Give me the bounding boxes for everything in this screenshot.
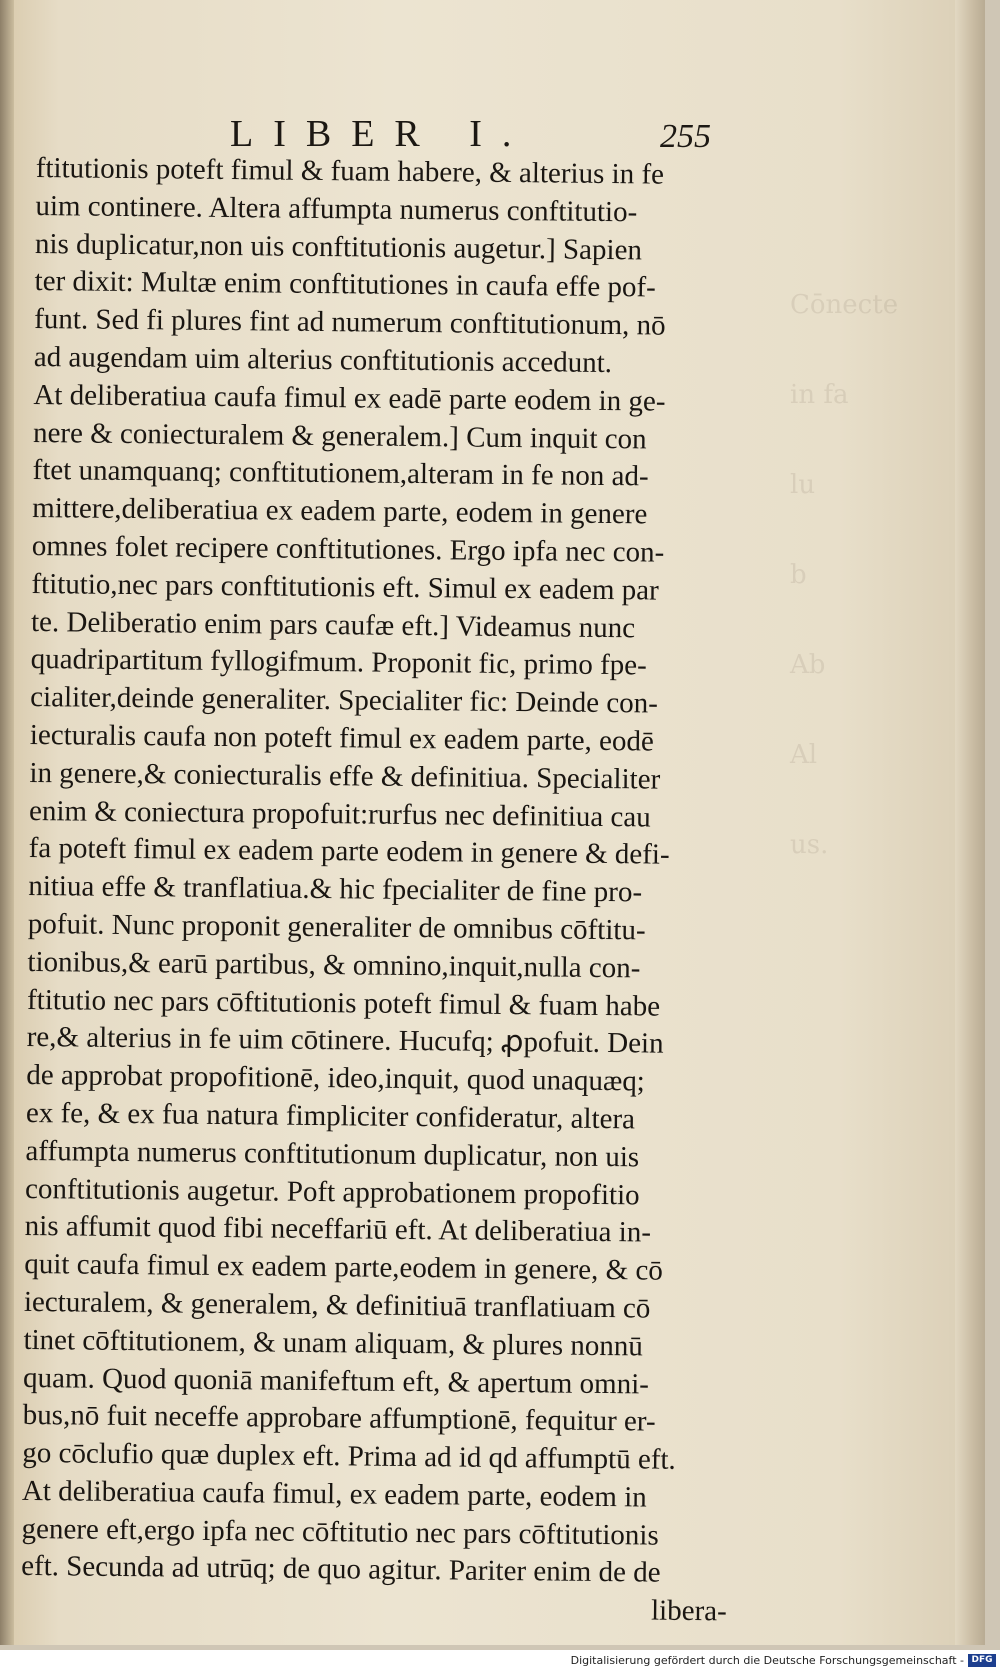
page-header: [40, 112, 740, 156]
page-fore-edge: [955, 0, 985, 1645]
text-line: quadripartitum fyllogifmum. Proponit fic, primo fpe-: [30, 643, 647, 682]
text-line: in genere,& coniecturalis effe & definitiua. Specialiter: [29, 756, 661, 796]
text-line: de approbat propofitionē, ideo,inquit, quod unaquæq;: [26, 1059, 646, 1098]
text-line: re,& alterius in fe uim cōtinere. Hucufq; ꝓpofuit. Dein: [26, 1021, 664, 1060]
text-line: tinet cōftitutionem, & unam aliquam, & plures nonnū: [23, 1323, 644, 1363]
text-line: At deliberatiua caufa fimul, ex eadem parte, eodem in: [21, 1474, 647, 1514]
body-text: [21, 150, 756, 1632]
text-line: quam. Quod quoniā manifeftum eft, & apertum omni-: [22, 1361, 650, 1400]
show-through-shadow: Cōnecte in fa lu b Ab Al us.: [790, 290, 899, 860]
text-line: omnes folet recipere conftitutiones. Ergo ipfa nec con-: [31, 529, 665, 569]
dfg-logo: DFG: [968, 1654, 996, 1667]
text-line: te. Deliberatio enim pars caufæ eft.] Videamus nunc: [30, 605, 636, 644]
text-line: ftitutionis poteft fimul & fuam habere, & alterius in fe: [35, 151, 665, 191]
text-line: genere eft,ergo ipfa nec cōftitutio nec pars cōftitutionis: [21, 1512, 659, 1552]
text-line: iecturalis caufa non poteft fimul ex eadem parte, eodē: [29, 718, 655, 758]
text-line: ftitutio,nec pars conftitutionis eft. Simul ex eadem par: [31, 567, 659, 607]
catchword: libera-: [650, 1594, 727, 1628]
text-line: fa poteft fimul ex eadem parte eodem in genere & defi-: [28, 832, 670, 872]
text-line: eft. Secunda ad utrūq; de quo agitur. Pariter enim de de: [20, 1550, 661, 1590]
text-line: tionibus,& earū partibus, & omnino,inquit,nulla con-: [27, 945, 641, 985]
text-line: conftitutionis augetur. Poft approbationem propofitio: [24, 1172, 640, 1211]
text-line: mittere,deliberatiua ex eadem parte, eodem in genere: [32, 492, 648, 531]
text-line: go cōclufio quæ duplex eft. Prima ad id qd affumptū eft.: [22, 1437, 676, 1476]
text-line: At deliberatiua caufa fimul ex eadē parte eodem in ge-: [33, 378, 666, 418]
running-title: LIBER I.: [230, 113, 532, 155]
text-line: ter dixit: Multæ enim conftitutiones in caufa effe pof-: [34, 265, 656, 304]
page-number: 255: [660, 118, 711, 155]
text-line: ftitutio nec pars cōftitutionis poteft fimul & fuam habe: [26, 983, 661, 1023]
text-line: cialiter,deinde generaliter. Specialiter fic: Deinde con-: [30, 681, 659, 720]
text-line: enim & coniectura propofuit:rurfus nec definitiua cau: [28, 794, 651, 834]
text-line: quit caufa fimul ex eadem parte,eodem in genere, & cō: [24, 1248, 663, 1287]
text-line: uim continere. Altera affumpta numerus conftitutio-: [35, 189, 638, 229]
text-line: iecturalem, & generalem, & definitiuā tranflatiuam cō: [23, 1285, 651, 1325]
text-line: nis affumit quod fibi neceffariū eft. At deliberatiua in-: [24, 1210, 652, 1249]
text-line: nitiua effe & tranflatiua.& hic fpecialiter de fine pro-: [28, 870, 643, 909]
text-line: nis duplicatur,non uis conftitutionis augetur.] Sapien: [34, 227, 643, 266]
text-line: affumpta numerus conftitutionum duplicatur, non uis: [25, 1134, 640, 1174]
funding-credit: Digitalisierung gefördert durch die Deutsche Forschungsgemeinschaft -: [570, 1654, 964, 1667]
text-line: ex fe, & ex fua natura fimpliciter confideratur, altera: [25, 1096, 636, 1136]
text-line: pofuit. Nunc proponit generaliter de omnibus cōftitu-: [27, 907, 646, 947]
text-line: ftet unamquanq; conftitutionem,alteram in fe non ad-: [32, 454, 649, 493]
text-line: funt. Sed fi plures fint ad numerum conftitutionum, nō: [34, 303, 666, 342]
binding-edge: [0, 0, 14, 1645]
digitization-footer: [0, 1652, 1000, 1670]
text-line: bus,nō fuit neceffe approbare affumptionē, fequitur er-: [22, 1399, 656, 1438]
text-line: nere & coniecturalem & generalem.] Cum inquit con: [32, 416, 647, 455]
text-line: ad augendam uim alterius conftitutionis accedunt.: [33, 340, 613, 380]
